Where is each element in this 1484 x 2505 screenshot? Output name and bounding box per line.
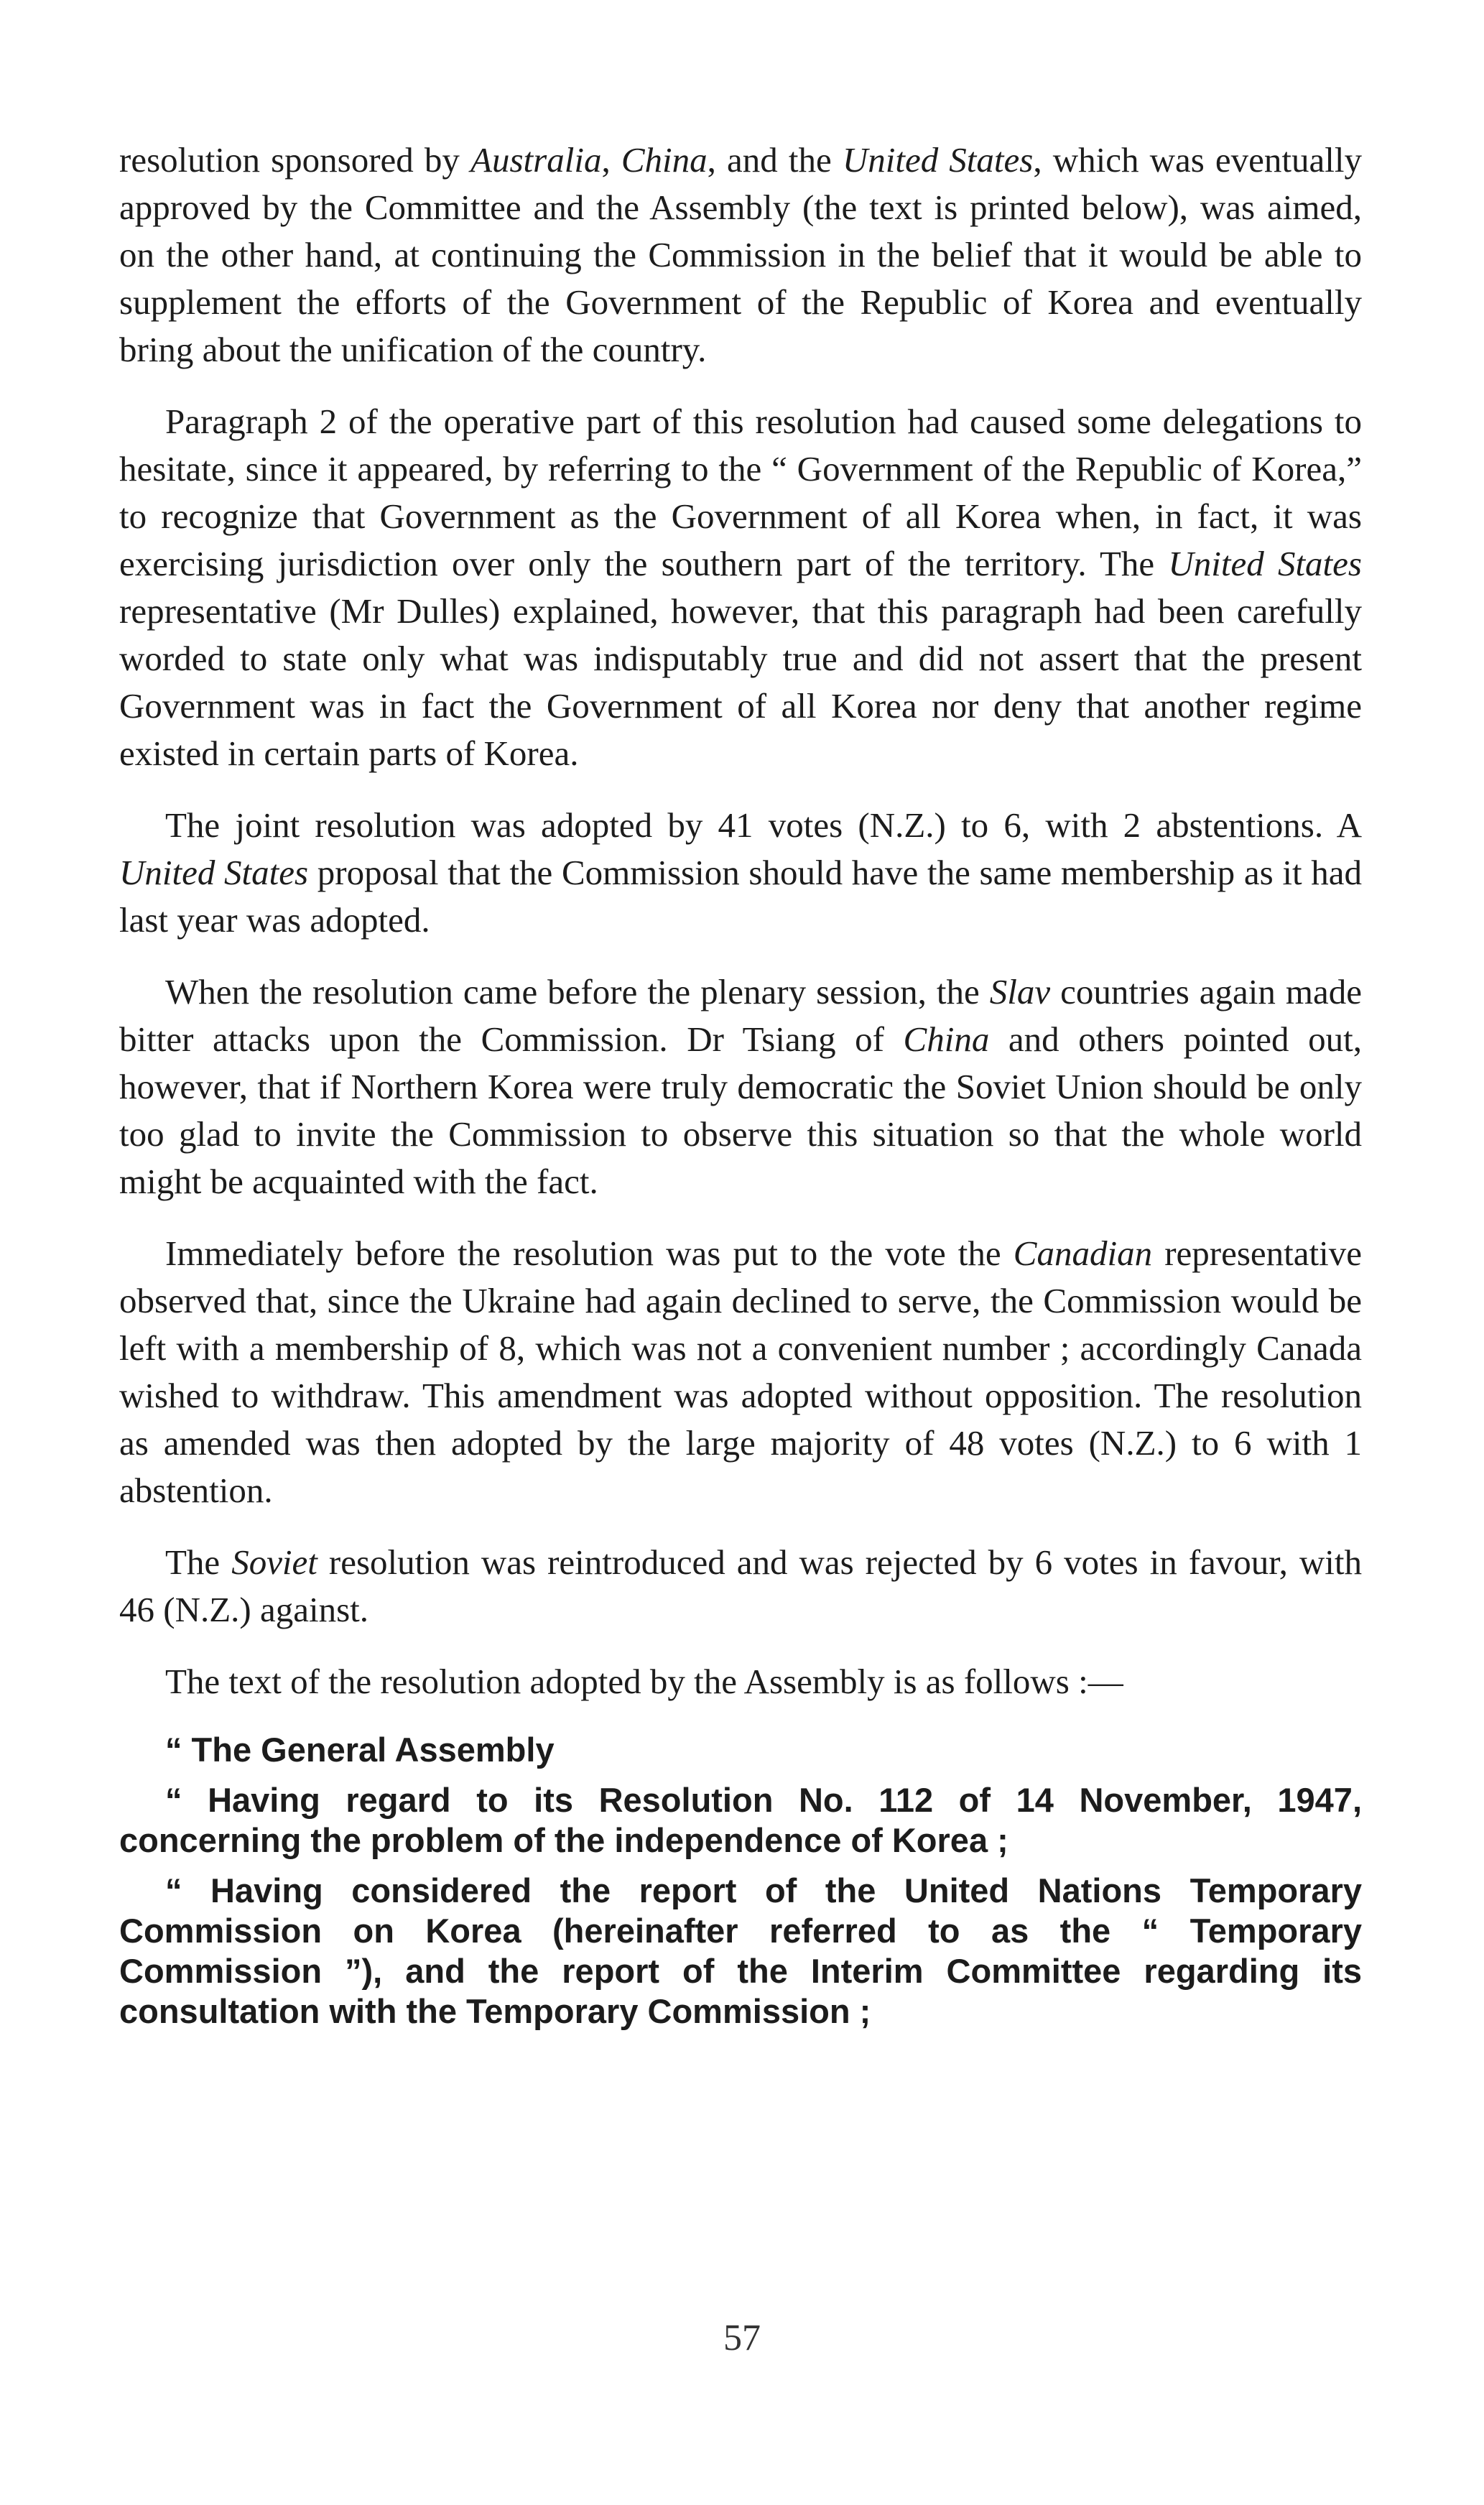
italic-text: China <box>621 140 708 180</box>
resolution-text <box>119 1730 1362 2032</box>
paragraph <box>119 398 1362 777</box>
italic-text: Canadian <box>1013 1233 1153 1273</box>
italic-text: United States <box>842 140 1034 180</box>
text-run: countries again made bitter attacks upon the Commission. Dr Tsiang of <box>119 972 1362 1059</box>
text-run: When the resolution came before the plenary session, the <box>165 972 990 1011</box>
body-text <box>119 136 1362 1705</box>
text-run: The joint resolution was adopted by 41 votes (N.Z.) to 6, with 2 abstentions. A <box>165 805 1362 845</box>
paragraph <box>119 136 1362 374</box>
page-number: 57 <box>723 2318 761 2358</box>
italic-text: Australia <box>470 140 602 180</box>
italic-text: United States <box>119 853 309 892</box>
resolution-clause: “ Having considered the report of the United Nations Temporary Commission on Korea (hereinafter referred to as the “ Temporary Commission ”), and the report of the Interim Committee regarding its consultation with the Temporary Commission ; <box>119 1871 1362 2030</box>
paragraph <box>119 1539 1362 1634</box>
italic-text: United States <box>1168 544 1362 583</box>
text-run: Paragraph 2 of the operative part of this resolution had caused some delegations to hesitate, since it appeared, by referring to the “ Government of the Republic of Korea,” to recognize that Government as the Government of all Korea when, in fact, it was exercising jurisdiction over only the southern part of the territory. The <box>119 402 1362 583</box>
italic-text: Soviet <box>231 1542 317 1582</box>
text-run: proposal that the Commission should have the same membership as it had last year was adopted. <box>119 853 1362 940</box>
resolution-clause: “ Having regard to its Resolution No. 112 of 14 November, 1947, concerning the problem of the independence of Korea ; <box>119 1781 1362 1859</box>
paragraph <box>119 802 1362 944</box>
text-run: Immediately before the resolution was put to the vote the <box>165 1233 1014 1273</box>
paragraph <box>119 1658 1362 1705</box>
text-run: and others pointed out, however, that if Northern Korea were truly democratic the Soviet Union should be only too glad to invite the Commission to observe this situation so that the whole world might be acquainted with the fact. <box>119 1019 1362 1201</box>
italic-text: China <box>903 1019 990 1059</box>
resolution-clause: “ The General Assembly <box>165 1731 555 1769</box>
text-run: , which was eventually approved by the Committee and the Assembly (the text is printed below), was aimed, on the other hand, at continuing the Commission in the belief that it would be able to supplement the efforts of the Government of the Republic of Korea and eventually bring about the unification of the country. <box>119 140 1362 369</box>
paragraph <box>119 1230 1362 1514</box>
text-run: representative (Mr Dulles) explained, however, that this paragraph had been carefully worded to state only what was indisputably true and did not assert that the present Government was in fact the Government of all Korea nor deny that another regime existed in certain parts of Korea. <box>119 591 1362 773</box>
text-run: , <box>601 140 621 180</box>
text-run: , and the <box>707 140 843 180</box>
text-run: The <box>165 1542 232 1582</box>
paragraph <box>119 968 1362 1205</box>
italic-text: Slav <box>989 972 1051 1011</box>
text-run: The text of the resolution adopted by the Assembly is as follows :— <box>165 1662 1123 1701</box>
page-body <box>119 136 1362 2042</box>
text-run: resolution was reintroduced and was rejected by 6 votes in favour, with 46 (N.Z.) against. <box>119 1542 1363 1629</box>
text-run: representative observed that, since the Ukraine had again declined to serve, the Commission would be left with a membership of 8, which was not a convenient number ; accordingly Canada wished to withdraw. This amendment was adopted without opposition. The resolution as amended was then adopted by the large majority of 48 votes (N.Z.) to 6 with 1 abstention. <box>119 1233 1362 1510</box>
text-run: resolution sponsored by <box>119 140 471 180</box>
